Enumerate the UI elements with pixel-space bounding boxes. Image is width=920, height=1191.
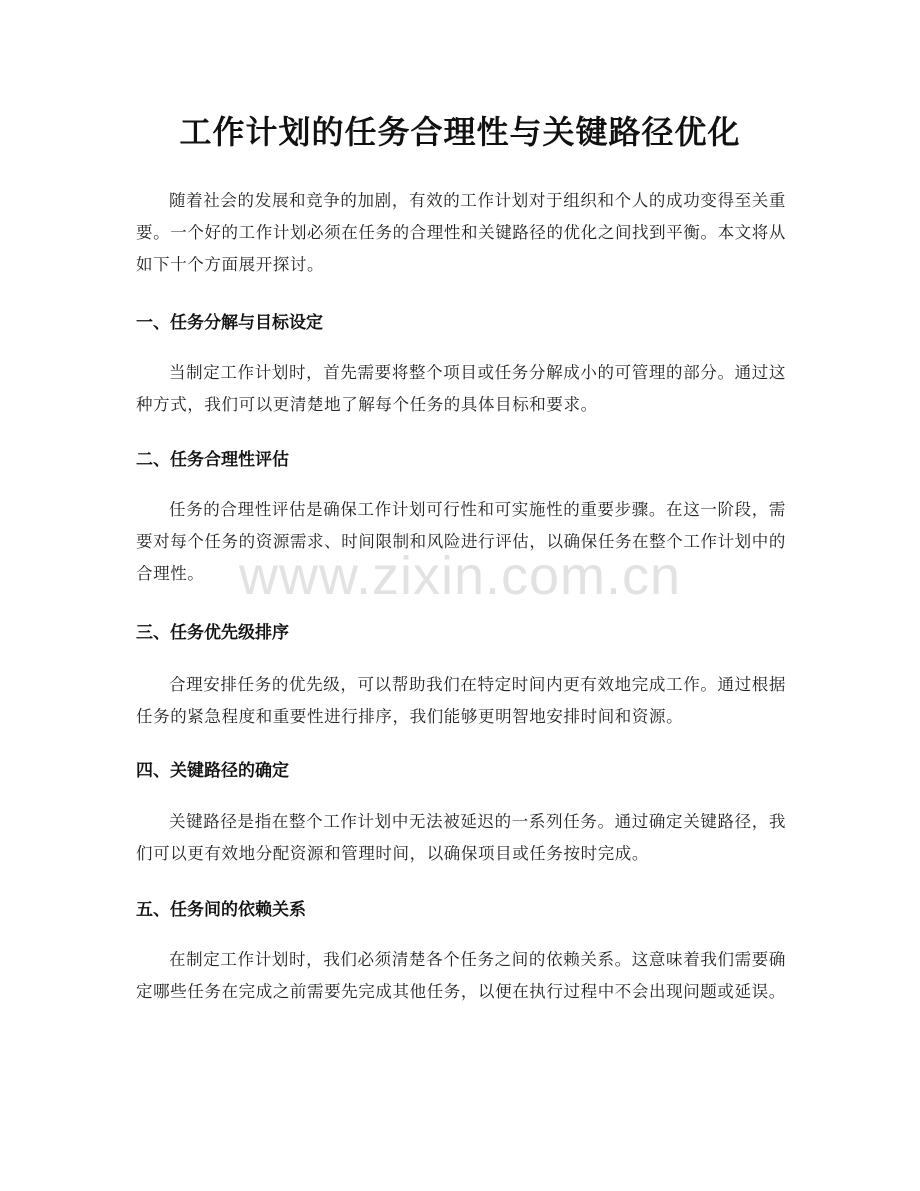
section-body-4: 关键路径是指在整个工作计划中无法被延迟的一系列任务。通过确定关键路径，我们可以更有效地分配资源和管理时间，以确保项目或任务按时完成。: [136, 812, 786, 863]
section-heading-3: 三、任务优先级排序: [136, 623, 289, 643]
section-body-2: 任务的合理性评估是确保工作计划可行性和可实施性的重要步骤。在这一阶段，需要对每个任务的资源需求、时间限制和风险进行评估，以确保任务在整个工作计划中的合理性。: [136, 500, 786, 583]
section-body-5: 在制定工作计划时，我们必须清楚各个任务之间的依赖关系。这意味着我们需要确定哪些任务在完成之前需要先完成其他任务，以便在执行过程中不会出现问题或延误。: [136, 950, 786, 1001]
section-body-1: 当制定工作计划时，首先需要将整个项目或任务分解成小的可管理的部分。通过这种方式，我们可以更清楚地了解每个任务的具体目标和要求。: [136, 363, 786, 414]
section-body-3: 合理安排任务的优先级，可以帮助我们在特定时间内更有效地完成工作。通过根据任务的紧急程度和重要性进行排序，我们能够更明智地安排时间和资源。: [136, 675, 786, 726]
section-heading-1: 一、任务分解与目标设定: [136, 313, 323, 333]
document-title: 工作计划的任务合理性与关键路径优化: [179, 113, 741, 151]
section-heading-4: 四、关键路径的确定: [136, 761, 289, 781]
watermark-text: www.zixin.com.cn: [238, 546, 682, 606]
section-heading-2: 二、任务合理性评估: [136, 450, 289, 470]
intro-paragraph: 随着社会的发展和竞争的加剧，有效的工作计划对于组织和个人的成功变得至关重要。一个好的工作计划必须在任务的合理性和关键路径的优化之间找到平衡。本文将从如下十个方面展开探讨。: [136, 191, 786, 274]
section-heading-5: 五、任务间的依赖关系: [136, 900, 306, 920]
